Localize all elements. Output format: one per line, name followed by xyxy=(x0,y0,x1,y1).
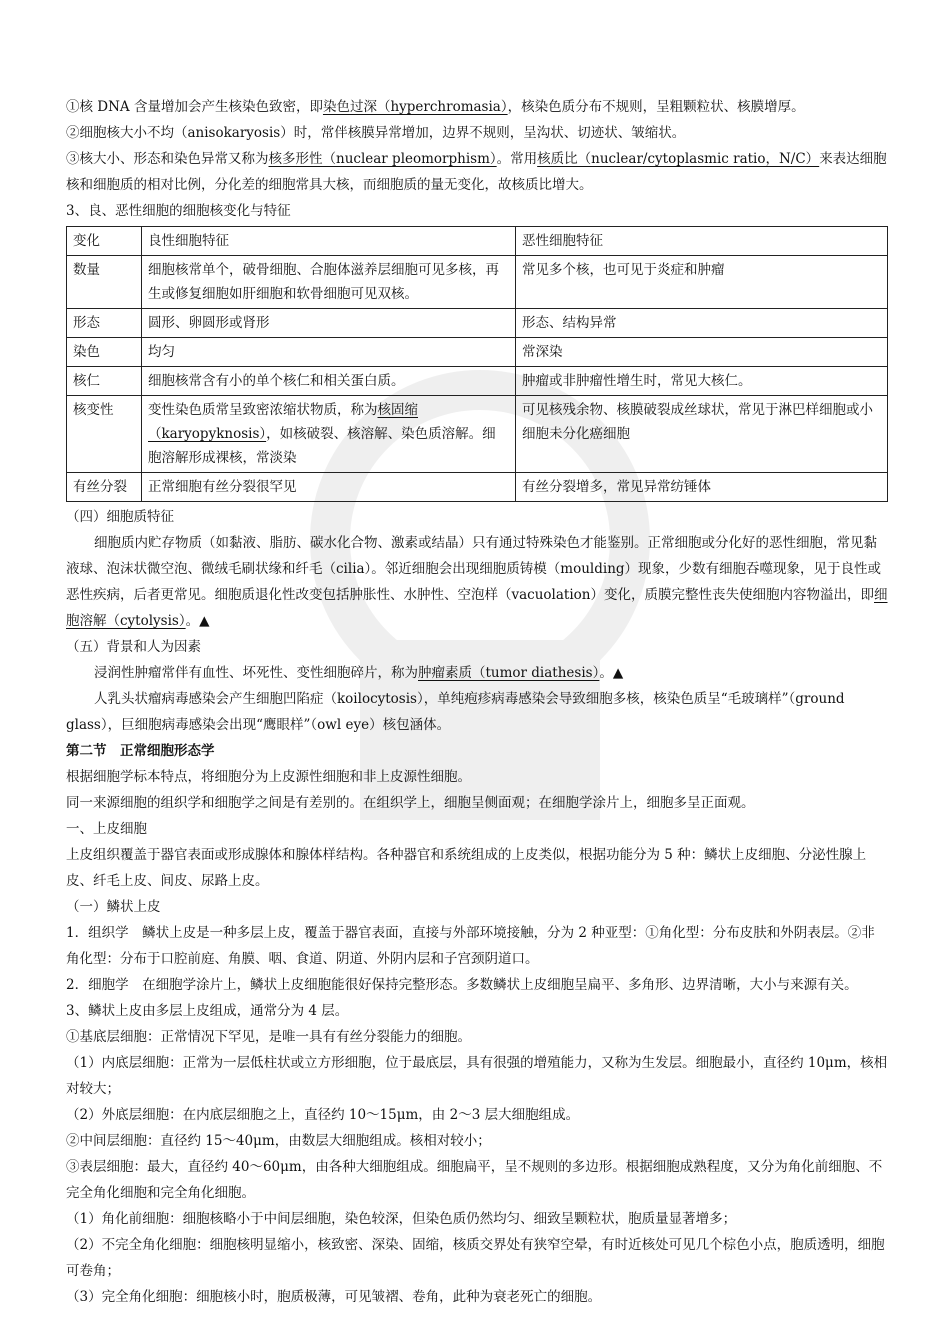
table-cell-label: 核变性 xyxy=(67,396,142,473)
table-row xyxy=(67,309,888,338)
table-row xyxy=(67,256,888,309)
paragraph: （1）角化前细胞：细胞核略小于中间层细胞，染色较深，但染色质仍然均匀、细致呈颗粒状，胞质量显著增多； xyxy=(66,1211,737,1227)
cytoplasm-heading: （四）细胞质特征 xyxy=(66,509,174,525)
paragraph: 同一来源细胞的组织学和细胞学之间是有差别的。在组织学上，细胞呈侧面观；在细胞学涂片上，细胞多呈正面观。 xyxy=(66,795,755,811)
table-cell-malignant: 肿瘤或非肿瘤性增生时，常见大核仁。 xyxy=(516,367,888,396)
table-row xyxy=(67,473,888,502)
term-karyopyknosis: 核固缩（karyopyknosis） xyxy=(148,402,418,442)
paragraph: 1．组织学 鳞状上皮是一种多层上皮，覆盖于器官表面，直接与外部环境接触，分为 2 种亚型：①角化型：分布皮肤和外阴表层。②非角化型：分布于口腔前庭、角膜、咽、食道、阴道、外阴内层和子宫颈阴道口。 xyxy=(66,925,875,967)
paragraph: ③表层细胞：最大，直径约 40～60μm，由各种大细胞组成。细胞扁平，呈不规则的多边形。根据细胞成熟程度，又分为角化前细胞、不完全角化细胞和完全角化细胞。 xyxy=(66,1159,883,1201)
cytoplasm-paragraph: 细胞质内贮存物质（如黏液、脂肪、碳水化合物、激素或结晶）只有通过特殊染色才能鉴别。正常细胞或分化好的恶性细胞，常见黏液球、泡沫状微空泡、微绒毛刷状缘和纤毛（cilia）。邻近细胞会出现细胞质铸模（moulding）现象，少数有细胞吞噬现象，见于良性或恶性疾病，后者更常见。细胞质退化性改变包括肿胀性、水肿性、空泡样（vacuolation）变化，质膜完整性丧失使细胞内容物溢出，即细胞溶解（cytolysis）。▲ xyxy=(66,535,888,629)
term-cytolysis: 细胞溶解（cytolysis） xyxy=(66,587,888,629)
paragraph: ①基底层细胞：正常情况下罕见，是唯一具有有丝分裂能力的细胞。 xyxy=(66,1029,471,1045)
table-cell-benign: 细胞核常含有小的单个核仁和相关蛋白质。 xyxy=(142,367,516,396)
term-hyperchromasia: 染色过深（hyperchromasia） xyxy=(322,99,508,115)
table-cell-malignant: 常深染 xyxy=(516,338,888,367)
paragraph: （2）外底层细胞：在内底层细胞之上，直径约 10～15μm，由 2～3 层大细胞组成。 xyxy=(66,1107,580,1123)
paragraph: 2．细胞学 在细胞学涂片上，鳞状上皮细胞能很好保持完整形态。多数鳞状上皮细胞呈扁平、多角形、边界清晰，大小与来源有关。 xyxy=(66,977,858,993)
section-title: 第二节 正常细胞形态学 xyxy=(66,743,215,759)
term-nc-ratio: 核质比（nuclear/cytoplasmic ratio，N/C） xyxy=(537,151,820,167)
table-cell-benign: 变性染色质常呈致密浓缩状物质，称为核固缩（karyopyknosis），如核破裂、核溶解、染色质溶解。细胞溶解形成裸核，常淡染 xyxy=(142,396,516,473)
table-header-row xyxy=(67,227,888,256)
table-cell-label: 形态 xyxy=(67,309,142,338)
table-cell-benign: 细胞核常单个，破骨细胞、合胞体滋养层细胞可见多核，再生或修复细胞如肝细胞和软骨细胞可见双核。 xyxy=(142,256,516,309)
table-row xyxy=(67,367,888,396)
nucleus-item-3: ③核大小、形态和染色异常又称为核多形性（nuclear pleomorphism）。常用核质比（nuclear/cytoplasmic ratio，N/C）来表达细胞核和细胞质的相对比例，分化差的细胞常具大核，而细胞质的量无变化，故核质比增大。 xyxy=(66,151,887,193)
table-header-cell: 恶性细胞特征 xyxy=(516,227,888,256)
term-tumor-diathesis: 肿瘤素质（tumor diathesis） xyxy=(418,665,600,681)
background-paragraph-1: 浸润性肿瘤常伴有血性、坏死性、变性细胞碎片，称为肿瘤素质（tumor diathesis）。▲ xyxy=(94,665,624,681)
paragraph: （1）内底层细胞：正常为一层低柱状或立方形细胞，位于最底层，具有很强的增殖能力，又称为生发层。细胞最小，直径约 10μm，核相对较大； xyxy=(66,1055,888,1097)
table-cell-label: 有丝分裂 xyxy=(67,473,142,502)
paragraph: 上皮组织覆盖于器官表面或形成腺体和腺体样结构。各种器官和系统组成的上皮类似，根据功能分为 5 种：鳞状上皮细胞、分泌性腺上皮、纤毛上皮、间皮、尿路上皮。 xyxy=(66,847,867,889)
table-cell-label: 数量 xyxy=(67,256,142,309)
table-cell-label: 核仁 xyxy=(67,367,142,396)
document-page xyxy=(66,94,888,1310)
table-header-cell: 变化 xyxy=(67,227,142,256)
paragraph: （2）不完全角化细胞：细胞核明显缩小，核致密、深染、固缩，核质交界处有狭窄空晕，有时近核处可见几个棕色小点，胞质透明，细胞可卷角； xyxy=(66,1237,885,1279)
nucleus-comparison-table xyxy=(66,226,888,502)
term-pleomorphism: 核多形性（nuclear pleomorphism） xyxy=(268,151,497,167)
paragraph: ②中间层细胞：直径约 15～40μm，由数层大细胞组成。核相对较小； xyxy=(66,1133,491,1149)
table-cell-malignant: 可见核残余物、核膜破裂成丝球状，常见于淋巴样细胞或小细胞未分化癌细胞 xyxy=(516,396,888,473)
table-row xyxy=(67,396,888,473)
paragraph: （3）完全角化细胞：细胞核小时，胞质极薄，可见皱褶、卷角，此种为衰老死亡的细胞。 xyxy=(66,1289,602,1305)
background-paragraph-2: 人乳头状瘤病毒感染会产生细胞凹陷症（koilocytosis），单纯疱疹病毒感染会导致细胞多核，核染色质呈“毛玻璃样”（ground glass），巨细胞病毒感染会出现“鹰眼样”（owl eye）核包涵体。 xyxy=(66,691,845,733)
table-cell-benign: 均匀 xyxy=(142,338,516,367)
table-row xyxy=(67,338,888,367)
paragraph: 根据细胞学标本特点，将细胞分为上皮源性细胞和非上皮源性细胞。 xyxy=(66,769,471,785)
table-cell-malignant: 常见多个核，也可见于炎症和肿瘤 xyxy=(516,256,888,309)
subheading: 一、上皮细胞 xyxy=(66,821,147,837)
table-cell-benign: 正常细胞有丝分裂很罕见 xyxy=(142,473,516,502)
paragraph: 3、鳞状上皮由多层上皮组成，通常分为 4 层。 xyxy=(66,1003,349,1019)
section-heading-3: 3、良、恶性细胞的细胞核变化与特征 xyxy=(66,203,291,219)
nucleus-item-2: ②细胞核大小不均（anisokaryosis）时，常伴核膜异常增加，边界不规则，呈沟状、切迹状、皱缩状。 xyxy=(66,125,686,141)
table-cell-malignant: 有丝分裂增多，常见异常纺锤体 xyxy=(516,473,888,502)
subheading: （一）鳞状上皮 xyxy=(66,899,161,915)
nucleus-item-1: ①核 DNA 含量增加会产生核染色致密，即染色过深（hyperchromasia），核染色质分布不规则，呈粗颗粒状、核膜增厚。 xyxy=(66,99,805,115)
background-heading: （五）背景和人为因素 xyxy=(66,639,201,655)
table-cell-malignant: 形态、结构异常 xyxy=(516,309,888,338)
table-header-cell: 良性细胞特征 xyxy=(142,227,516,256)
table-cell-label: 染色 xyxy=(67,338,142,367)
table-cell-benign: 圆形、卵圆形或肾形 xyxy=(142,309,516,338)
